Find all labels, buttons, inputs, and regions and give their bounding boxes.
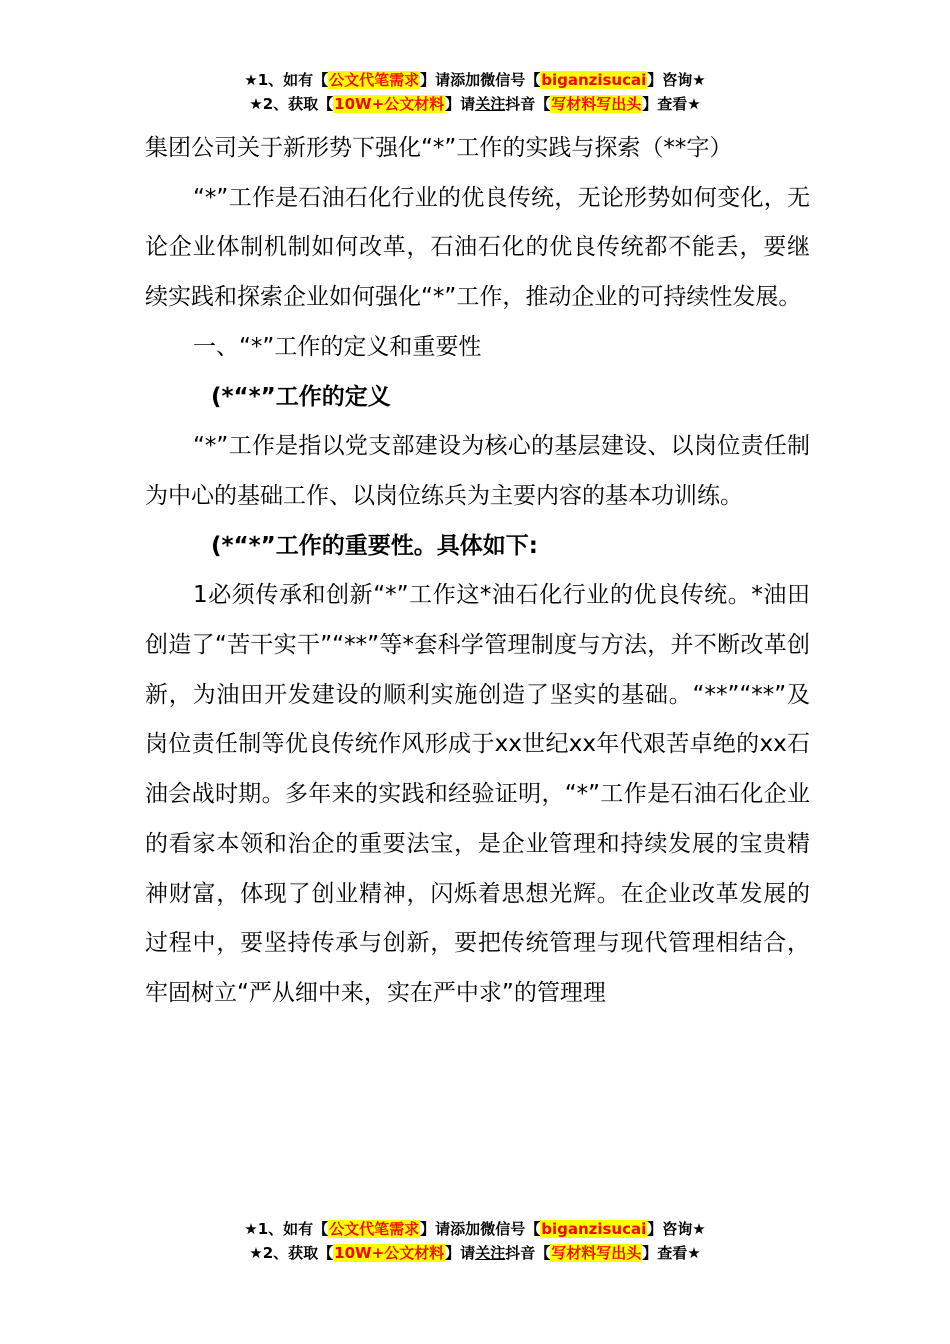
promo-banner-bottom	[0, 1217, 950, 1265]
promo-text: 】请	[420, 71, 451, 89]
star-icon: ★	[249, 95, 263, 113]
section-heading: 一、“*”工作的定义和重要性	[193, 333, 482, 360]
promo-emphasis: 添加	[450, 1220, 481, 1238]
document-body	[145, 124, 810, 1019]
promo-text: 】请	[445, 95, 476, 113]
subsection-heading-importance: (*“*”工作的重要性。具体如下:	[211, 532, 538, 559]
highlight-materials: 10W+公文材料	[334, 95, 445, 113]
promo-emphasis: 关注	[475, 1244, 506, 1262]
promo-text: 2、获取【	[262, 95, 334, 113]
promo-emphasis: 添加	[450, 71, 481, 89]
definition-paragraph: “*”工作是指以党支部建设为核心的基层建设、以岗位责任制为中心的基础工作、以岗位练兵为主要内容的基本功训练。	[145, 433, 810, 509]
promo-text: 】查看	[642, 1244, 688, 1262]
highlight-douyin: 写材料写出头	[551, 95, 642, 113]
highlight-wechat-id: biganzisucai	[541, 1220, 647, 1238]
promo-text: 】查看	[642, 95, 688, 113]
promo-line-1	[0, 68, 950, 92]
star-icon: ★	[692, 71, 706, 89]
promo-text: 】请	[445, 1244, 476, 1262]
promo-text: 1、如有【	[257, 1220, 329, 1238]
point-paragraph: 1必须传承和创新“*”工作这*油石化行业的优良传统。*油田创造了“苦干实干”“**”等*套科学管理制度与方法，并不断改革创新，为油田开发建设的顺利实施创造了坚实的基础。“**”“**”及岗位责任制等优良传统作风形成于xx世纪xx年代艰苦卓绝的xx石油会战时期。多年来的实践和经验证明，“*”工作是石油石化企业的看家本领和治企的重要法宝，是企业管理和持续发展的宝贵精神财富，体现了创业精神，闪烁着思想光辉。在企业改革发展的过程中，要坚持传承与创新，要把传统管理与现代管理相结合，牢固树立“严从细中来，实在严中求”的管理理	[145, 582, 810, 1006]
promo-line-1	[0, 1217, 950, 1241]
promo-text: 】咨询	[647, 1220, 693, 1238]
promo-text: 抖音【	[505, 95, 551, 113]
promo-text: 微信号【	[480, 1220, 541, 1238]
highlight-service: 公文代笔需求	[329, 1220, 420, 1238]
promo-text: 】请	[420, 1220, 451, 1238]
star-icon: ★	[687, 95, 701, 113]
highlight-service: 公文代笔需求	[329, 71, 420, 89]
subsection-heading-definition: (*“*”工作的定义	[211, 383, 391, 410]
promo-banner-top	[0, 68, 950, 116]
highlight-wechat-id: biganzisucai	[541, 71, 647, 89]
promo-line-2	[0, 1241, 950, 1265]
promo-emphasis: 关注	[475, 95, 506, 113]
promo-line-2	[0, 92, 950, 116]
promo-text: 抖音【	[505, 1244, 551, 1262]
promo-text: 微信号【	[480, 71, 541, 89]
highlight-douyin: 写材料写出头	[551, 1244, 642, 1262]
star-icon: ★	[249, 1244, 263, 1262]
promo-text: 1、如有【	[257, 71, 329, 89]
promo-text: 】咨询	[647, 71, 693, 89]
promo-text: 2、获取【	[262, 1244, 334, 1262]
star-icon: ★	[244, 71, 258, 89]
document-title: 集团公司关于新形势下强化“*”工作的实践与探索（**字）	[145, 135, 733, 161]
star-icon: ★	[687, 1244, 701, 1262]
intro-paragraph: “*”工作是石油石化行业的优良传统，无论形势如何变化，无论企业体制机制如何改革，石油石化的优良传统都不能丢，要继续实践和探索企业如何强化“*”工作，推动企业的可持续性发展。	[145, 184, 810, 311]
star-icon: ★	[692, 1220, 706, 1238]
star-icon: ★	[244, 1220, 258, 1238]
highlight-materials: 10W+公文材料	[334, 1244, 445, 1262]
